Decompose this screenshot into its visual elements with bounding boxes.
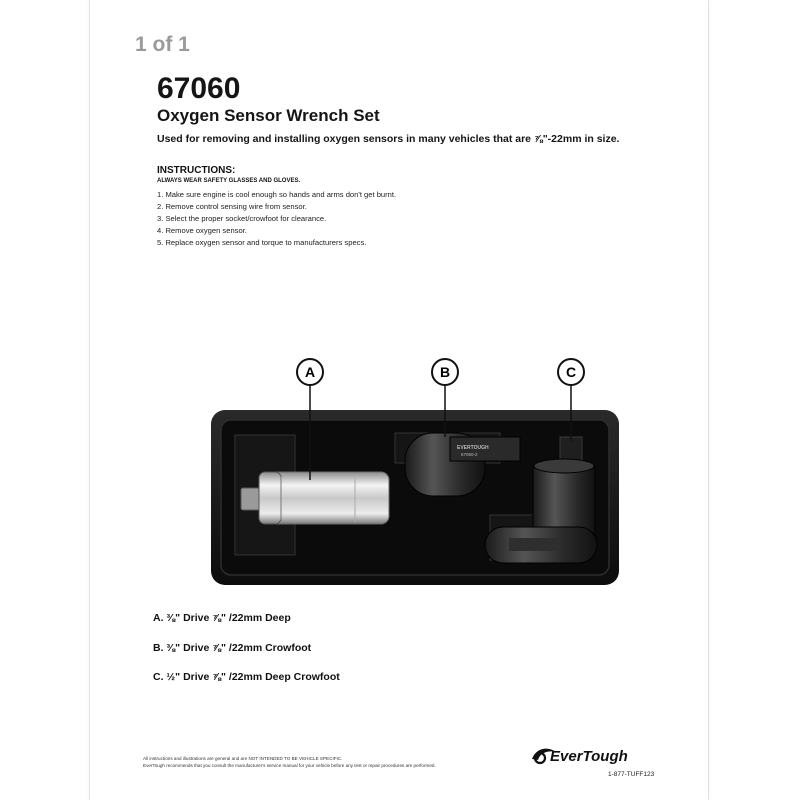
tool-b-engraving: 67060-2 <box>461 452 478 457</box>
page-counter: 1 of 1 <box>135 33 190 56</box>
callout-b-label: B <box>439 364 451 380</box>
product-title: Oxygen Sensor Wrench Set <box>157 106 380 125</box>
instruction-step: 4. Remove oxygen sensor. <box>157 226 247 236</box>
phone-number: 1-877-TUFF123 <box>608 771 655 778</box>
disclaimer-line: All instructions and illustrations are general and are NOT INTENDED TO BE VEHICLE SPECIFIC. <box>143 756 343 761</box>
parts-list <box>153 612 340 701</box>
callout-c-label: C <box>565 364 577 380</box>
disclaimer <box>143 755 436 769</box>
tool-a-deep-socket <box>241 472 389 524</box>
callout-a-label: A <box>304 364 316 380</box>
instructions-heading: INSTRUCTIONS: <box>157 165 236 176</box>
part-item: A. ⅜" Drive ⅞" /22mm Deep <box>153 612 291 624</box>
tool-set-figure <box>205 355 625 590</box>
disclaimer-line: EverTough recommends that you consult the manufacturer's service manual for your vehicle before any test or repair procedures are performed. <box>143 763 436 768</box>
product-description: Used for removing and installing oxygen sensors in many vehicles that are ⅞"-22mm in size. <box>157 133 620 145</box>
instruction-step: 2. Remove control sensing wire from sensor. <box>157 202 307 212</box>
tool-b-brand: EVERTOUGH <box>457 445 489 451</box>
instruction-steps <box>157 189 396 249</box>
evertough-logo <box>530 744 662 766</box>
part-item: B. ⅜" Drive ⅞" /22mm Crowfoot <box>153 641 312 654</box>
instruction-step: 5. Replace oxygen sensor and torque to manufacturers specs. <box>157 238 367 248</box>
logo-text: EverTough <box>550 748 628 765</box>
safety-warning: ALWAYS WEAR SAFETY GLASSES AND GLOVES. <box>157 178 301 184</box>
part-item: C. ½" Drive ⅞" /22mm Deep Crowfoot <box>153 671 340 683</box>
part-number: 67060 <box>157 72 241 105</box>
instruction-step: 1. Make sure engine is cool enough so hands and arms don't get burnt. <box>157 190 397 199</box>
instruction-step: 3. Select the proper socket/crowfoot for clearance. <box>157 214 327 224</box>
